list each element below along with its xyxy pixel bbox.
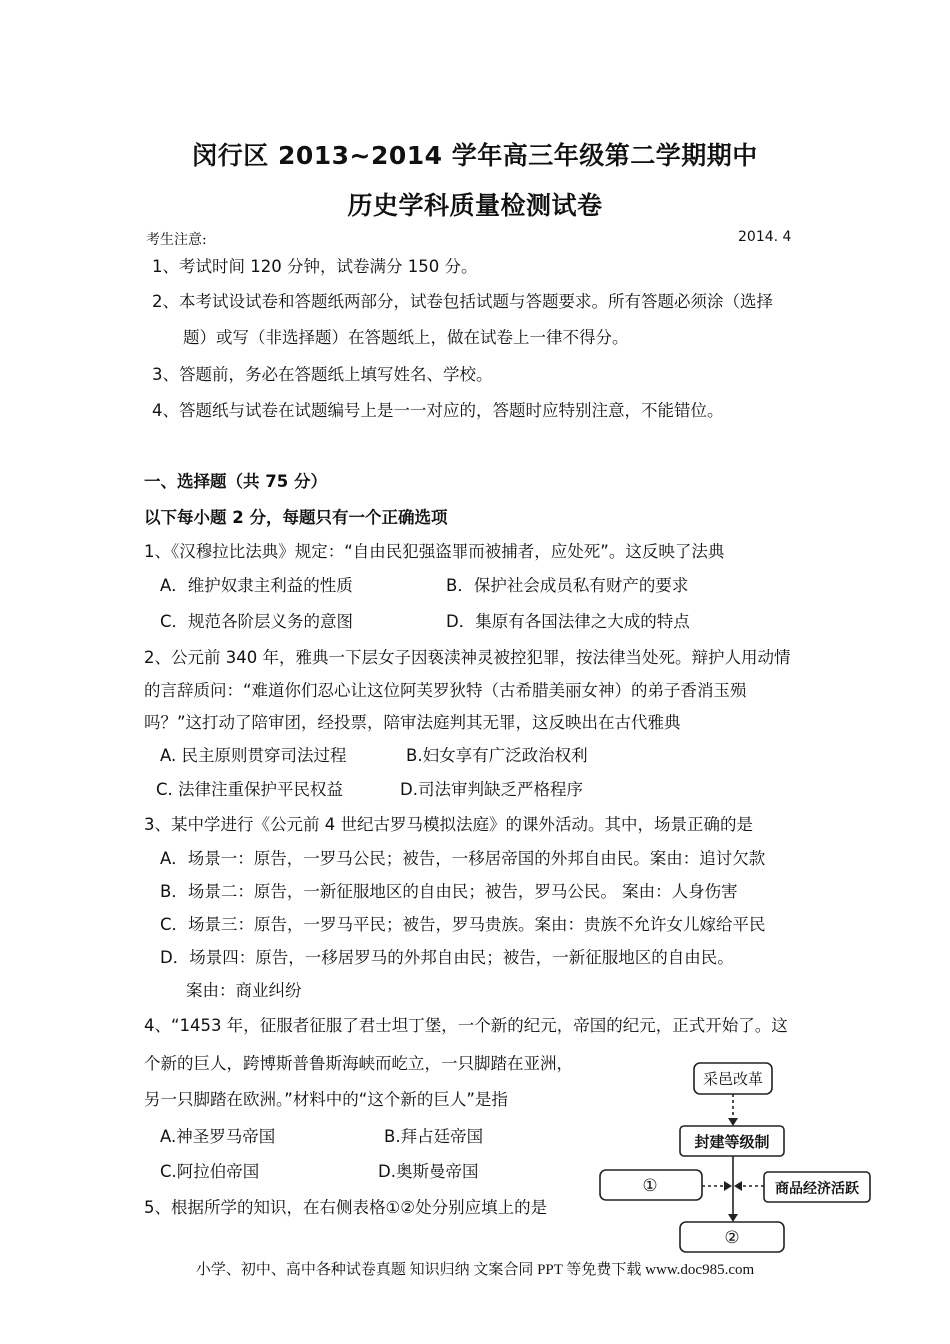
q5-flow-diagram [598,1062,878,1258]
q3-option-b: B．场景二：原告，一新征服地区的自由民；被告，罗马公民。 案由：人身伤害 [160,882,738,901]
q4-option-d: D.奥斯曼帝国 [378,1162,479,1181]
diagram-label-bottom: ② [724,1228,740,1248]
q4-stem-line2: 个新的巨人，跨博斯普鲁斯海峡而屹立，一只脚踏在亚洲， [144,1054,573,1073]
q1-option-d: D．集原有各国法律之大成的特点 [446,612,690,631]
diagram-label-middle: 封建等级制 [694,1133,770,1151]
q2-stem-line1: 2、公元前 340 年，雅典一下层女子因亵渎神灵被控犯罪，按法律当处死。辩护人用动情 [144,648,791,667]
q3-stem: 3、某中学进行《公元前 4 世纪古罗马模拟法庭》的课外活动。其中，场景正确的是 [144,815,753,834]
section-subtitle: 以下每小题 2 分，每题只有一个正确选项 [144,508,448,527]
q1-option-a: A．维护奴隶主利益的性质 [160,576,353,595]
diagram-label-top: 采邑改革 [702,1070,764,1088]
exam-title-line1: 闵行区 2013~2014 学年高三年级第二学期期中 [192,141,758,170]
q2-option-b: B.妇女享有广泛政治权利 [406,746,588,765]
notice-item-2: 2、本考试设试卷和答题纸两部分，试卷包括试题与答题要求。所有答题必须涂（选择 [152,292,773,311]
notice-item-4: 4、答题纸与试卷在试题编号上是一一对应的，答题时应特别注意，不能错位。 [152,401,724,420]
q5-stem: 5、根据所学的知识，在右侧表格①②处分别应填上的是 [144,1198,548,1217]
q2-option-c: C. 法律注重保护平民权益 [156,780,344,799]
q2-option-d: D.司法审判缺乏严格程序 [400,780,583,799]
q2-stem-line2: 的言辞质问：“难道你们忍心让这位阿芙罗狄特（古希腊美丽女神）的弟子香消玉殒 [144,681,747,700]
notice-item-3: 3、答题前，务必在答题纸上填写姓名、学校。 [152,365,493,384]
notice-label: 考生注意: [146,232,207,248]
q2-stem-line3: 吗？”这打动了陪审团，经投票，陪审法庭判其无罪，这反映出在古代雅典 [144,713,681,732]
q3-option-c: C．场景三：原告，一罗马平民；被告，罗马贵族。案由：贵族不允许女儿嫁给平民 [160,915,766,934]
q2-option-a: A. 民主原则贯穿司法过程 [160,746,347,765]
q3-option-a: A．场景一：原告，一罗马公民；被告，一移居帝国的外邦自由民。案由：追讨欠款 [160,849,766,868]
exam-date: 2014. 4 [738,229,792,245]
q3-option-d-cont: 案由：商业纠纷 [186,981,302,1000]
diagram-label-left: ① [642,1176,658,1196]
q1-stem: 1、《汉穆拉比法典》规定：“自由民犯强盗罪而被捕者，应处死”。这反映了法典 [144,542,725,561]
q4-option-c: C.阿拉伯帝国 [160,1162,260,1181]
section-title: 一、选择题（共 75 分） [144,472,327,491]
diagram-label-right: 商品经济活跃 [775,1181,859,1197]
q1-option-c: C．规范各阶层义务的意图 [160,612,354,631]
exam-title-line2: 历史学科质量检测试卷 [347,191,603,220]
q1-option-b: B．保护社会成员私有财产的要求 [446,576,689,595]
q4-option-b: B.拜占廷帝国 [384,1127,484,1146]
q4-stem-line1: 4、“1453 年，征服者征服了君士坦丁堡，一个新的纪元，帝国的纪元，正式开始了。这 [144,1016,788,1035]
q4-option-a: A.神圣罗马帝国 [160,1127,276,1146]
q3-option-d: D．场景四：原告，一移居罗马的外邦自由民；被告，一新征服地区的自由民。 [160,948,734,967]
footer-note: 小学、初中、高中各种试卷真题 知识归纳 文案合同 PPT 等免费下载 www.doc985.com [195,1262,755,1278]
notice-item-1: 1、考试时间 120 分钟，试卷满分 150 分。 [152,257,478,276]
notice-item-2-cont: 题）或写（非选择题）在答题纸上，做在试卷上一律不得分。 [183,328,629,347]
q4-stem-line3: 另一只脚踏在欧洲。”材料中的“这个新的巨人”是指 [144,1090,508,1109]
